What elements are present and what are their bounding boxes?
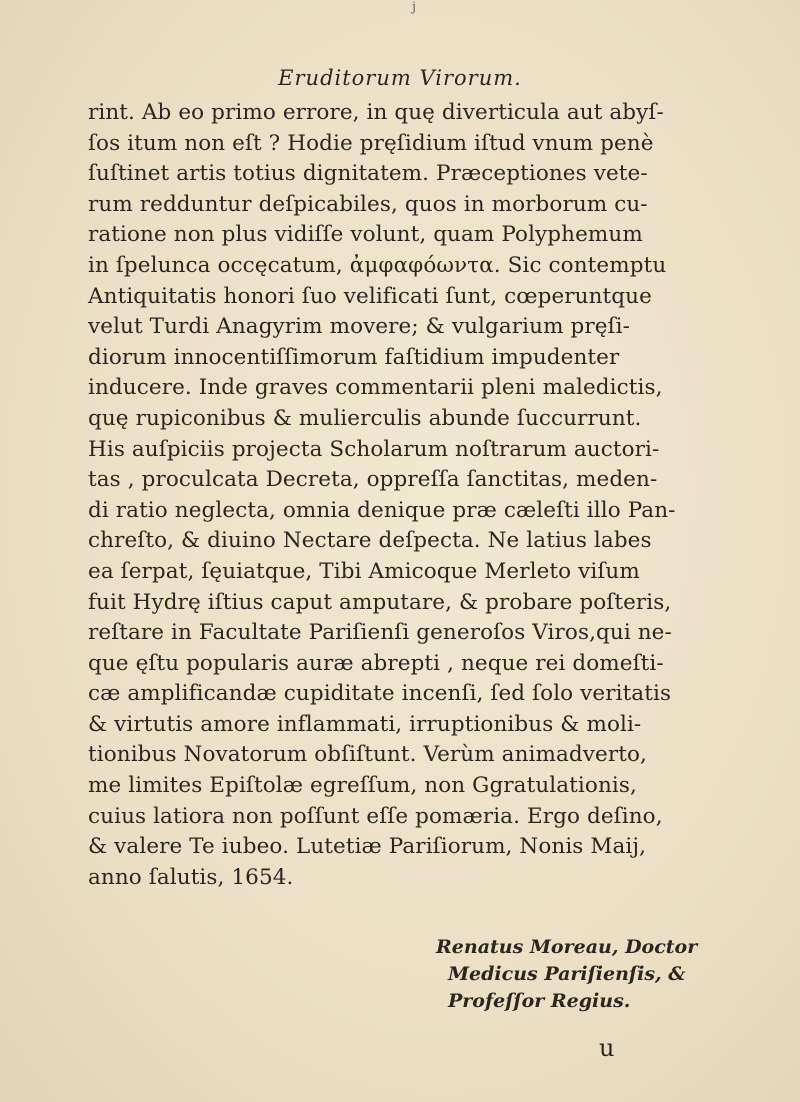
text-line: rint. Ab eo primo errore, in quę diverticula aut abyſ- [88, 100, 664, 125]
text-line: velut Turdi Anagyrim movere; & vulgarium pręſi- [88, 314, 630, 340]
text-line: & valere Te iubeo. Lutetiæ Pariſiorum, Nonis Maij, [88, 834, 647, 860]
text-line: fuit Hydrę iſtius caput amputare, & probare poſteris, [88, 589, 672, 615]
text-line: tas , proculcata Decreta, oppreſſa ſanctitas, meden- [88, 467, 658, 493]
text-line: cuius latiora non poſſunt eſſe pomæria. Ergo deſino, [88, 803, 663, 829]
text-line: His auſpiciis projecta Scholarum noſtrarum auctori- [88, 436, 660, 462]
text-line: & virtutis amore inflammati, irruptionibus & moli- [88, 711, 642, 737]
text-line: diorum innocentiſſimorum faſtidium impudenter [88, 344, 620, 370]
text-line: ſos itum non eſt ? Hodie pręſidium iſtud vnum penè [88, 130, 654, 156]
text-line: reſtare in Facultate Pariſienſi generoſos Viros,qui ne- [88, 620, 672, 646]
text-line: ſuſtinet artis totius dignitatem. Præceptiones vete- [88, 161, 648, 187]
signature-block [436, 934, 697, 1015]
text-line: me limites Epiſtolæ egreſſum, non Ggratulationis, [88, 773, 637, 799]
body-text [88, 98, 788, 893]
text-line: ea ſerpat, ſęuiatque, Tibi Amicoque Merleto viſum [88, 558, 640, 584]
text-line: chreſto, & diuino Nectare deſpecta. Ne latius labes [88, 528, 652, 554]
stray-mark: j [412, 0, 417, 15]
text-line: rum redduntur deſpicabiles, quos in morborum cu- [88, 191, 648, 217]
text-line: inducere. Inde graves commentarii pleni maledictis, [88, 375, 663, 401]
text-line: quę rupiconibus & mulierculis abunde ſuccurrunt. [88, 405, 642, 431]
text-line: cæ amplificandæ cupiditate incenſi, ſed ſolo veritatis [88, 681, 672, 707]
text-line: di ratio neglecta, omnia denique præ cæleſti illo Pan- [88, 497, 676, 523]
text-line: que ęſtu popularis auræ abrepti , neque rei domeſti- [88, 650, 664, 676]
signature-title: Medicus Pariſienſis, & [448, 963, 686, 985]
text-line: Antiquitatis honori ſuo velificati ſunt, cœperuntque [88, 283, 652, 309]
signature-name: Renatus Moreau, Doctor [436, 936, 698, 958]
signature-rank: Profeſſor Regius. [448, 990, 631, 1012]
text-line: tionibus Novatorum obſiſtunt. Verùm animadverto, [88, 742, 647, 768]
text-line: in ſpelunca occęcatum, ἀμφαφόωντα. Sic contemptu [88, 252, 667, 278]
catchword: u [599, 1034, 615, 1062]
running-title: Eruditorum Virorum. [278, 66, 522, 90]
text-line: anno ſalutis, 1654. [88, 864, 294, 890]
text-line: ratione non plus vidiſſe volunt, quam Polyphemum [88, 222, 643, 248]
